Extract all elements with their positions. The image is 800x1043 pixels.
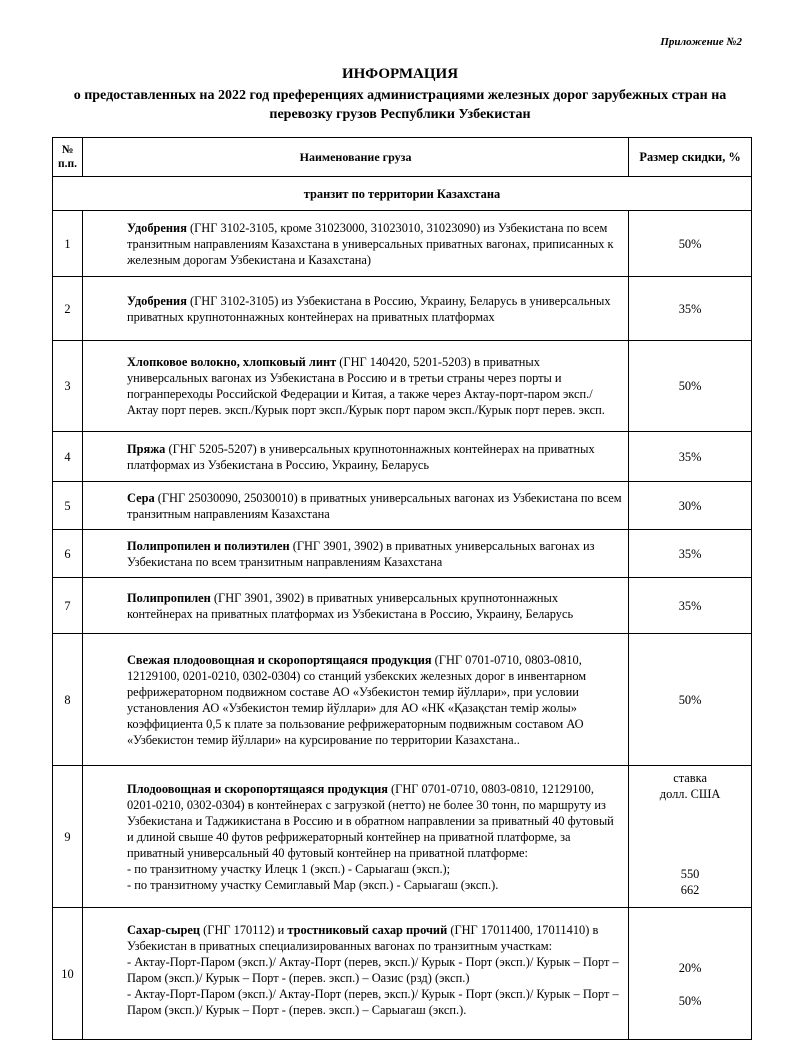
row-number: 6 [53,530,83,578]
cargo-name: Плодоовощная и скоропортящаяся продукция [126,781,388,796]
rate-label-2: долл. США [659,787,721,801]
appendix-label: Приложение №2 [660,36,742,48]
row-number: 5 [53,482,83,530]
cargo-details-2: (ГНГ 17011400, 17011410) в Узбекистан в приватных специализированных вагонах по транзитным участкам: [126,923,599,953]
discount-value: 50% [629,341,752,432]
row-number: 8 [53,634,83,766]
cargo-name: Полипропилен [126,590,211,605]
route-line-2: - по транзитному участку Семиглавый Мар (эксп.) - Сарыагаш (эксп.). [126,877,499,892]
cargo-description [82,530,628,578]
rate-value-2: 662 [680,883,700,897]
cargo-details: (ГНГ 25030090, 25030010) в приватных универсальных вагонах из Узбекистана по всем транзитным направлениям Казахстана [126,490,622,521]
table-row [53,908,752,1040]
table-row [53,578,752,634]
row-number: 4 [53,432,83,482]
row-number: 1 [53,211,83,277]
cargo-name: Сера [126,490,155,505]
cargo-name: Свежая плодоовощная и скоропортящаяся продукция [126,652,432,667]
cargo-details: (ГНГ 3102-3105, кроме 31023000, 31023010, 31023090) из Узбекистана по всем транзитным направлениям Казахстана в универсальных приватных вагонах, приписанных к железным дорогам Узбекистана и Казахстана) [126,220,614,267]
route-line-2: - Актау-Порт-Паром (эксп.)/ Актау-Порт (перев, эксп.)/ Курык - Порт (эксп.)/ Курык – Порт – Паром (эксп.)/ Курык – Порт - (перев. эксп.) – Сарыагаш (эксп.). [126,987,619,1017]
cargo-details: (ГНГ 3901, 3902) в приватных универсальных крупнотоннажных контейнерах на приватных платформах из Узбекистана в Россию, Украину, Беларусь [126,590,574,621]
cargo-description [82,908,628,1040]
cargo-name: Удобрения [126,293,187,308]
table-row [53,432,752,482]
row-number: 10 [53,908,83,1040]
row-number: 2 [53,277,83,341]
cargo-details: (ГНГ 3102-3105) из Узбекистана в Россию, Украину, Беларусь в универсальных приватных крупнотоннажных контейнерах на приватных платформах [126,293,611,324]
discount-value-2: 50% [678,994,702,1008]
cargo-description [82,634,628,766]
table-row [53,530,752,578]
cargo-description [82,211,628,277]
cargo-details: (ГНГ 3901, 3902) в приватных универсальных вагонах из Узбекистана по всем транзитным направлениям Казахстана [126,538,595,569]
document-title: ИНФОРМАЦИЯ [341,66,459,82]
discount-value-1: 20% [678,961,702,975]
discount-value: 35% [629,277,752,341]
cargo-description [82,482,628,530]
route-line-1: - Актау-Порт-Паром (эксп.)/ Актау-Порт (перев, эксп.)/ Курык - Порт (эксп.)/ Курык – Порт – Паром (эксп.)/ Курык – Порт - (перев. эксп.) – Оазис (рзд) (эксп.) [126,955,619,985]
cargo-description [82,578,628,634]
rate-cell [629,766,752,908]
section-title: транзит по территории Казахстана [53,177,752,211]
row-number: 3 [53,341,83,432]
cargo-description [82,766,628,908]
discount-value: 50% [629,211,752,277]
row-number: 9 [53,766,83,908]
discount-value: 35% [629,432,752,482]
table-row [53,766,752,908]
cargo-description [82,432,628,482]
table-row [53,341,752,432]
cargo-details: (ГНГ 5205-5207) в универсальных крупнотоннажных контейнерах на приватных платформах из Узбекистана в Россию, Украину, Беларусь [126,441,595,472]
table-row [53,277,752,341]
cargo-details: (ГНГ 0701-0710, 0803-0810, 12129100, 0201-0210, 0302-0304) в контейнерах с загрузкой (нетто) не более 30 тонн, по маршруту из Узбекистана и Таджикистана в Россию и в обратном направлении за приватный 40 футовый и длиной свыше 40 футов рефрижераторный контейнер на приватной платформе, за приватный универсальный 40 футовый контейнер на приватной платформе: [126,781,614,860]
cargo-description [82,341,628,432]
section-row [53,177,752,211]
table-header-row [53,138,752,177]
discount-cell [629,908,752,1040]
cargo-details: (ГНГ 0701-0710, 0803-0810, 12129100, 0201-0210, 0302-0304) со станций узбекских железных дорог в инвентарном рефрижераторном подвижном составе АО «Узбекистон темир йўллари», при условии установления АО «Узбекистон темир йўллари» для АО «НК «Қазақстан темір жолы» коэффициента 0,5 к плате за пользование рефрижераторным подвижным составом АО «Узбекистон темир йўллари» на курсирование по территории Казахстана.. [126,652,587,747]
discount-value: 35% [629,530,752,578]
cargo-name: Удобрения [126,220,187,235]
discount-value: 35% [629,578,752,634]
table-row [53,211,752,277]
cargo-name: Сахар-сырец [126,923,201,937]
cargo-name: Хлопковое волокно, хлопковый линт [126,355,337,369]
rate-label-1: ставка [673,771,707,785]
route-line-1: - по транзитному участку Илецк 1 (эксп.) - Сарыагаш (эксп.); [126,861,451,876]
table-row [53,634,752,766]
header-discount: Размер скидки, % [629,138,752,177]
table-row [53,482,752,530]
rate-value-1: 550 [680,867,700,881]
cargo-details: (ГНГ 170112) и [200,923,288,937]
cargo-details: (ГНГ 140420, 5201-5203) в приватных универсальных вагонах из Узбекистана в Россию и в третьи страны через порты и погранпереходы Российской Федерации и Китая, а также через Актау-порт-паром эксп./Актау порт перев. эксп./Курык порт эксп./Курык порт паром эксп./Курык порт перев. эксп. [126,355,605,417]
cargo-name-2: тростниковый сахар прочий [287,923,448,937]
cargo-description [82,277,628,341]
header-name: Наименование груза [82,138,628,177]
preferences-table [52,137,752,1040]
cargo-name: Пряжа [126,441,166,456]
header-num: № п.п. [53,138,83,177]
cargo-name: Полипропилен и полиэтилен [126,538,290,553]
discount-value: 30% [629,482,752,530]
row-number: 7 [53,578,83,634]
discount-value: 50% [629,634,752,766]
document-subtitle: о предоставленных на 2022 год преференциях администрациями железных дорог зарубежных стран на перевозку грузов Республики Узбекистан [73,88,727,122]
